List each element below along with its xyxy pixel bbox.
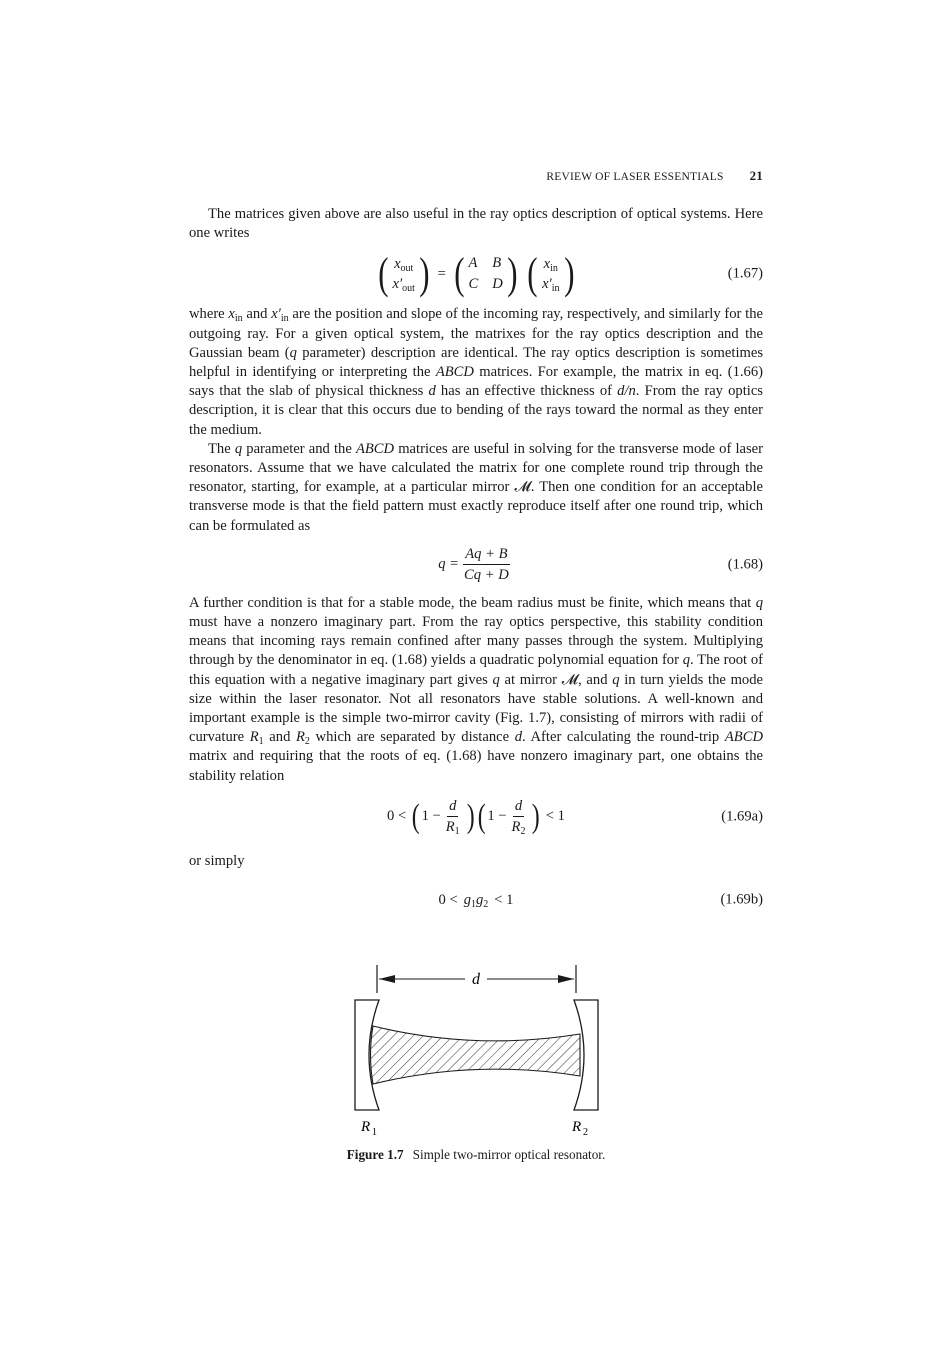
eq168-fraction: [462, 545, 511, 584]
label-r2-sub: 2: [583, 1127, 588, 1139]
abcd-matrix: ( A B C D ): [454, 249, 518, 299]
page-body: [189, 205, 763, 1163]
gaussian-beam: [371, 1026, 581, 1084]
paragraph-4: A further condition is that for a stable mode, the beam radius must be finite, which means that q must have a nonzero imaginary part. From the ray optics perspective, this stability condition means that incoming rays remain confined after many passes through the system. Multiplying through by the denominator in eq. (1.68) yields a quadratic polynomial equation for q. The root of this equation with a negative imaginary part gives q at mirror 𝓜, and q in turn yields the mode size within the laser resonator. Not all resonators have stable solutions. A well-known and important example is the simple two-mirror cavity (Fig. 1.7), consisting of mirrors with radii of curvature $R_1$ and $R_2$ which are separated by distance d. After calculating the round-trip ABCD matrix and requiring that the roots of eq. (1.68) have nonzero imaginary part, one obtains the stability relation: [189, 594, 764, 784]
eq168-lhs: q =: [438, 556, 460, 573]
running-head: [189, 168, 763, 184]
equation-number-1-67: (1.67): [727, 265, 763, 282]
label-r1: R: [361, 1119, 371, 1136]
matrix-b: B: [492, 255, 502, 272]
label-r2: R: [572, 1119, 582, 1136]
label-d: d: [472, 971, 480, 989]
equation-1-69a: 0 < ( 1 − $\frac{d}{R_1}$ ) ( 1 − $\frac{d}{R_2}$ ) < 1 (1.69a): [387, 797, 763, 838]
equation-number-1-68: (1.68): [727, 556, 763, 573]
eq168-denominator: Cq + D: [464, 567, 509, 584]
paragraph-2: where $x_{in}$ and $x'_{in}$ are the position and slope of the incoming ray, respectively, and similarly for the outgoing ray. For a given optical system, the matrixes for the ray optics description and the Gaussian beam (q parameter) description are identical. The ray optics description is sometimes helpful in identifying or interpreting the ABCD matrices. For example, the matrix in eq. (1.66) says that the slab of physical thickness d has an effective thickness of d/n. From the ray optics description, it is clear that this occurs due to bending of the rays toward the normal as they enter the medium.: [189, 306, 764, 438]
figure-1-7: [189, 953, 763, 1139]
caption-label: Figure 1.7: [346, 1147, 404, 1163]
running-head-title: REVIEW OF LASER ESSENTIALS: [546, 171, 724, 183]
equation-1-69b: 0 < $g_1g_2$ < 1 (1.69b): [438, 891, 763, 910]
caption-text: Simple two-mirror optical resonator.: [412, 1147, 606, 1163]
equation-1-67-body: [189, 243, 763, 305]
resonator-diagram: [189, 953, 763, 1139]
figure-caption: [189, 1147, 763, 1163]
equation-1-67: [189, 243, 763, 305]
vector-in: ( $x_{in}$ $x'_{in}$ ): [527, 249, 574, 299]
matrix-c: C: [468, 276, 479, 293]
matrix-a: A: [468, 255, 478, 272]
page-number: 21: [749, 168, 763, 183]
equation-number-1-69b: (1.69b): [720, 891, 763, 908]
equals-sign: =: [437, 265, 446, 282]
eq168-numerator: Aq + B: [463, 545, 509, 565]
paragraph-5: or simply: [189, 852, 245, 869]
equation-number-1-69a: (1.69a): [721, 808, 763, 825]
matrix-d: D: [492, 276, 503, 293]
label-r1-sub: 1: [372, 1127, 377, 1139]
paragraph-3: The q parameter and the ABCD matrices are useful in solving for the transverse mode of laser resonators. Assume that we have calculated the matrix for one complete round trip through the resonator, starting, for example, at a particular mirror 𝓜. Then one condition for an acceptable transverse mode is that the field pattern must exactly reproduce itself after one round trip, which can be formulated as: [189, 440, 764, 534]
paragraph-1: The matrices given above are also useful in the ray optics description of optical systems. Here one writes: [189, 206, 763, 242]
vector-out: ( $x_{out}$ $x'_{out}$ ): [378, 249, 430, 299]
equation-1-68: [189, 536, 763, 594]
